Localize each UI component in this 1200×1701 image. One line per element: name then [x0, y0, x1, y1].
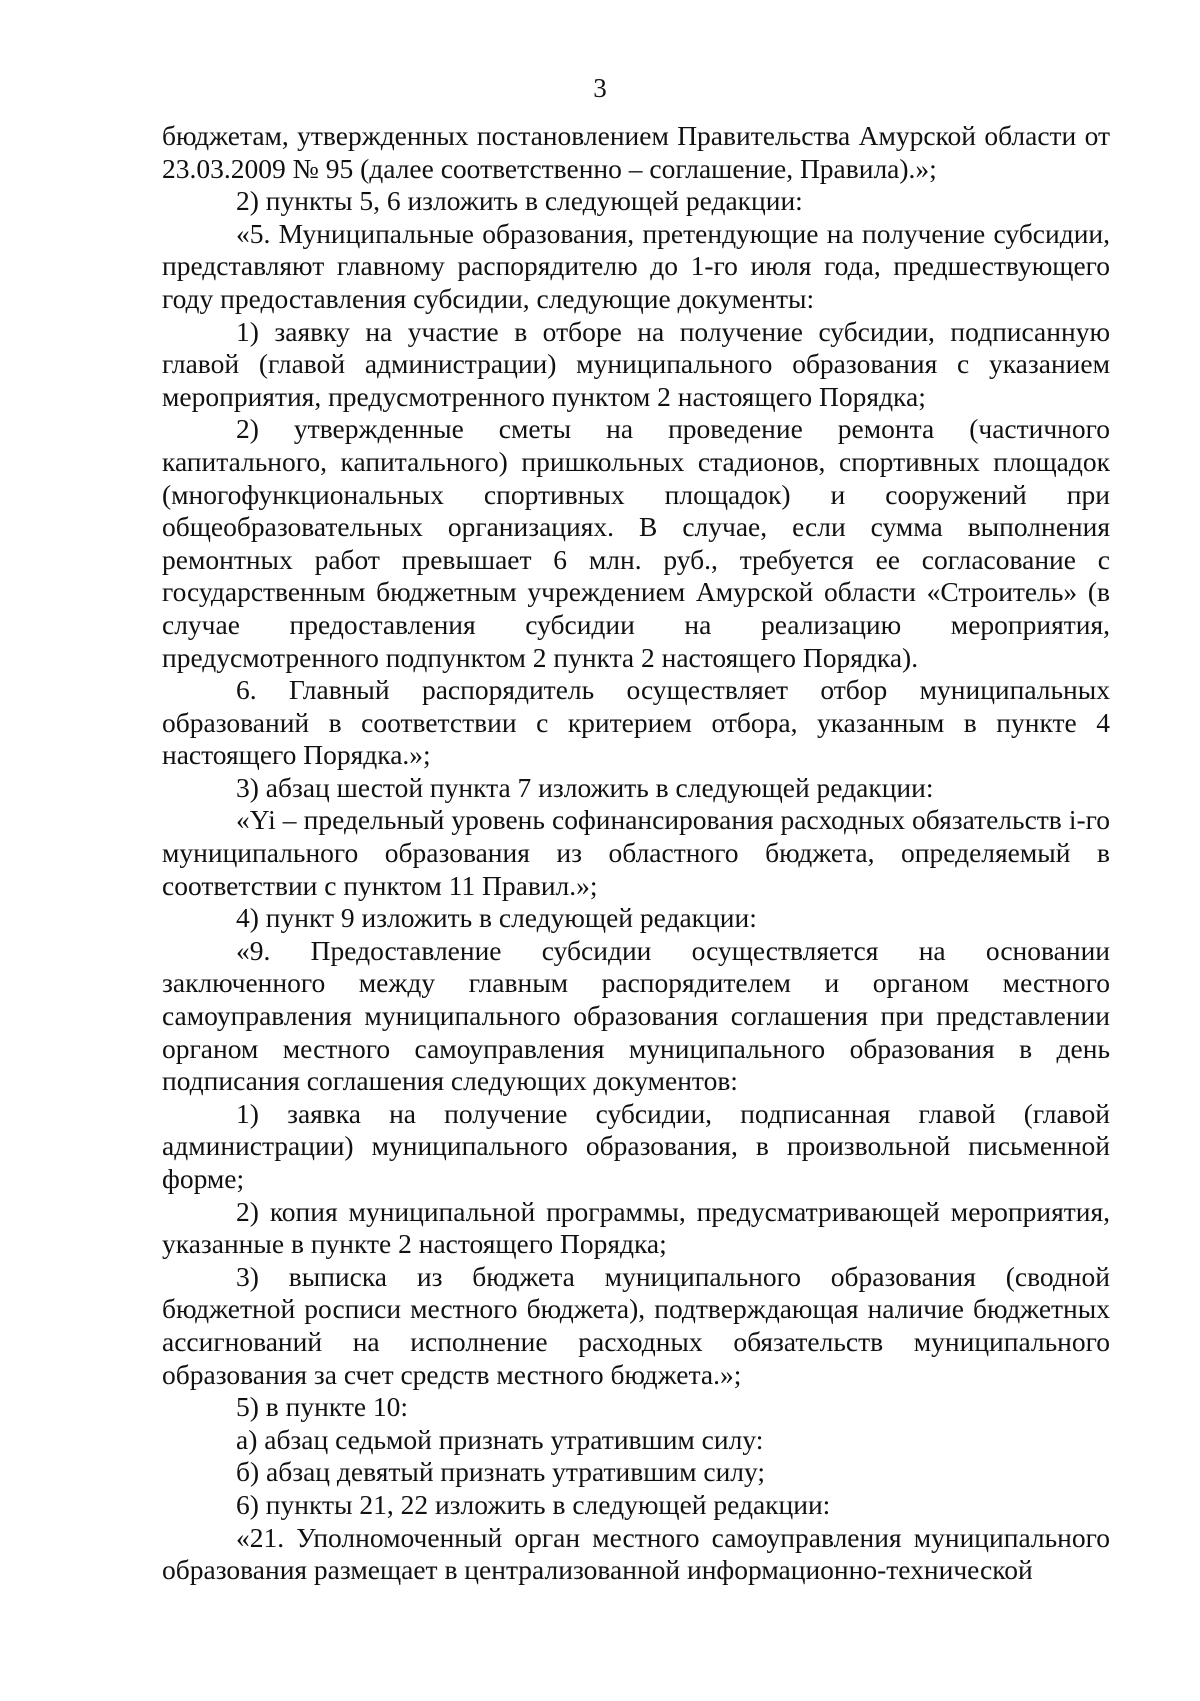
paragraph: 6) пункты 21, 22 изложить в следующей редакции:: [236, 1488, 831, 1520]
page-number: 3: [593, 73, 607, 103]
paragraph: 6. Главный распорядитель осуществляет отбор муниципальных образований в соответствии с критерием отбора, указанным в пункте 4 настоящего Порядка.»;: [162, 674, 1110, 771]
paragraph: 1) заявку на участие в отборе на получение субсидии, подписанную главой (главой администрации) муниципального образования с указанием мероприятия, предусмотренного пунктом 2 настоящего Порядка;: [162, 315, 1110, 412]
paragraph: 1) заявка на получение субсидии, подписанная главой (главой администрации) муниципального образования, в произвольной письменной форме;: [162, 1097, 1110, 1194]
paragraph: 2) пункты 5, 6 изложить в следующей редакции:: [236, 185, 803, 217]
paragraph: «21. Уполномоченный орган местного самоуправления муниципального образования размещает в централизованной информационно-технической: [162, 1521, 1110, 1586]
paragraph: «9. Предоставление субсидии осуществляется на основании заключенного между главным распорядителем и органом местного самоуправления муниципального образования соглашения при представлении органом местного самоуправления муниципального образования в день подписания соглашения следующих документов:: [162, 934, 1110, 1097]
paragraph: 5) в пункте 10:: [236, 1391, 409, 1423]
paragraph: «5. Муниципальные образования, претендующие на получение субсидии, представляют главному распорядителю до 1-го июля года, предшествующего году предоставления субсидии, следующие документы:: [162, 217, 1110, 314]
document-body: [162, 120, 1110, 1587]
paragraph: 2) утвержденные сметы на проведение ремонта (частичного капитального, капитального) пришкольных стадионов, спортивных площадок (многофункциональных спортивных площадок) и сооружений при общеобразовательных организациях. В случае, если сумма выполнения ремонтных работ превышает 6 млн. руб., требуется ее согласование с государственным бюджетным учреждением Амурской области «Строитель» (в случае предоставления субсидии на реализацию мероприятия, предусмотренного подпунктом 2 пункта 2 настоящего Порядка).: [162, 413, 1110, 673]
paragraph: б) абзац девятый признать утратившим силу;: [236, 1456, 766, 1488]
paragraph: 2) копия муниципальной программы, предусматривающей мероприятия, указанные в пункте 2 настоящего Порядка;: [162, 1195, 1110, 1260]
paragraph: «Yi – предельный уровень софинансирования расходных обязательств i-го муниципального образования из областного бюджета, определяемый в соответствии с пунктом 11 Правил.»;: [162, 804, 1110, 901]
paragraph: а) абзац седьмой признать утратившим силу:: [236, 1423, 764, 1455]
paragraph: 4) пункт 9 изложить в следующей редакции:: [236, 902, 757, 934]
paragraph: 3) выписка из бюджета муниципального образования (сводной бюджетной росписи местного бюджета), подтверждающая наличие бюджетных ассигнований на исполнение расходных обязательств муниципального образования за счет средств местного бюджета.»;: [162, 1260, 1110, 1390]
paragraph: бюджетам, утвержденных постановлением Правительства Амурской области от 23.03.2009 № 95 (далее соответственно – соглашение, Правила).»;: [162, 120, 1110, 184]
paragraph: 3) абзац шестой пункта 7 изложить в следующей редакции:: [236, 771, 934, 803]
